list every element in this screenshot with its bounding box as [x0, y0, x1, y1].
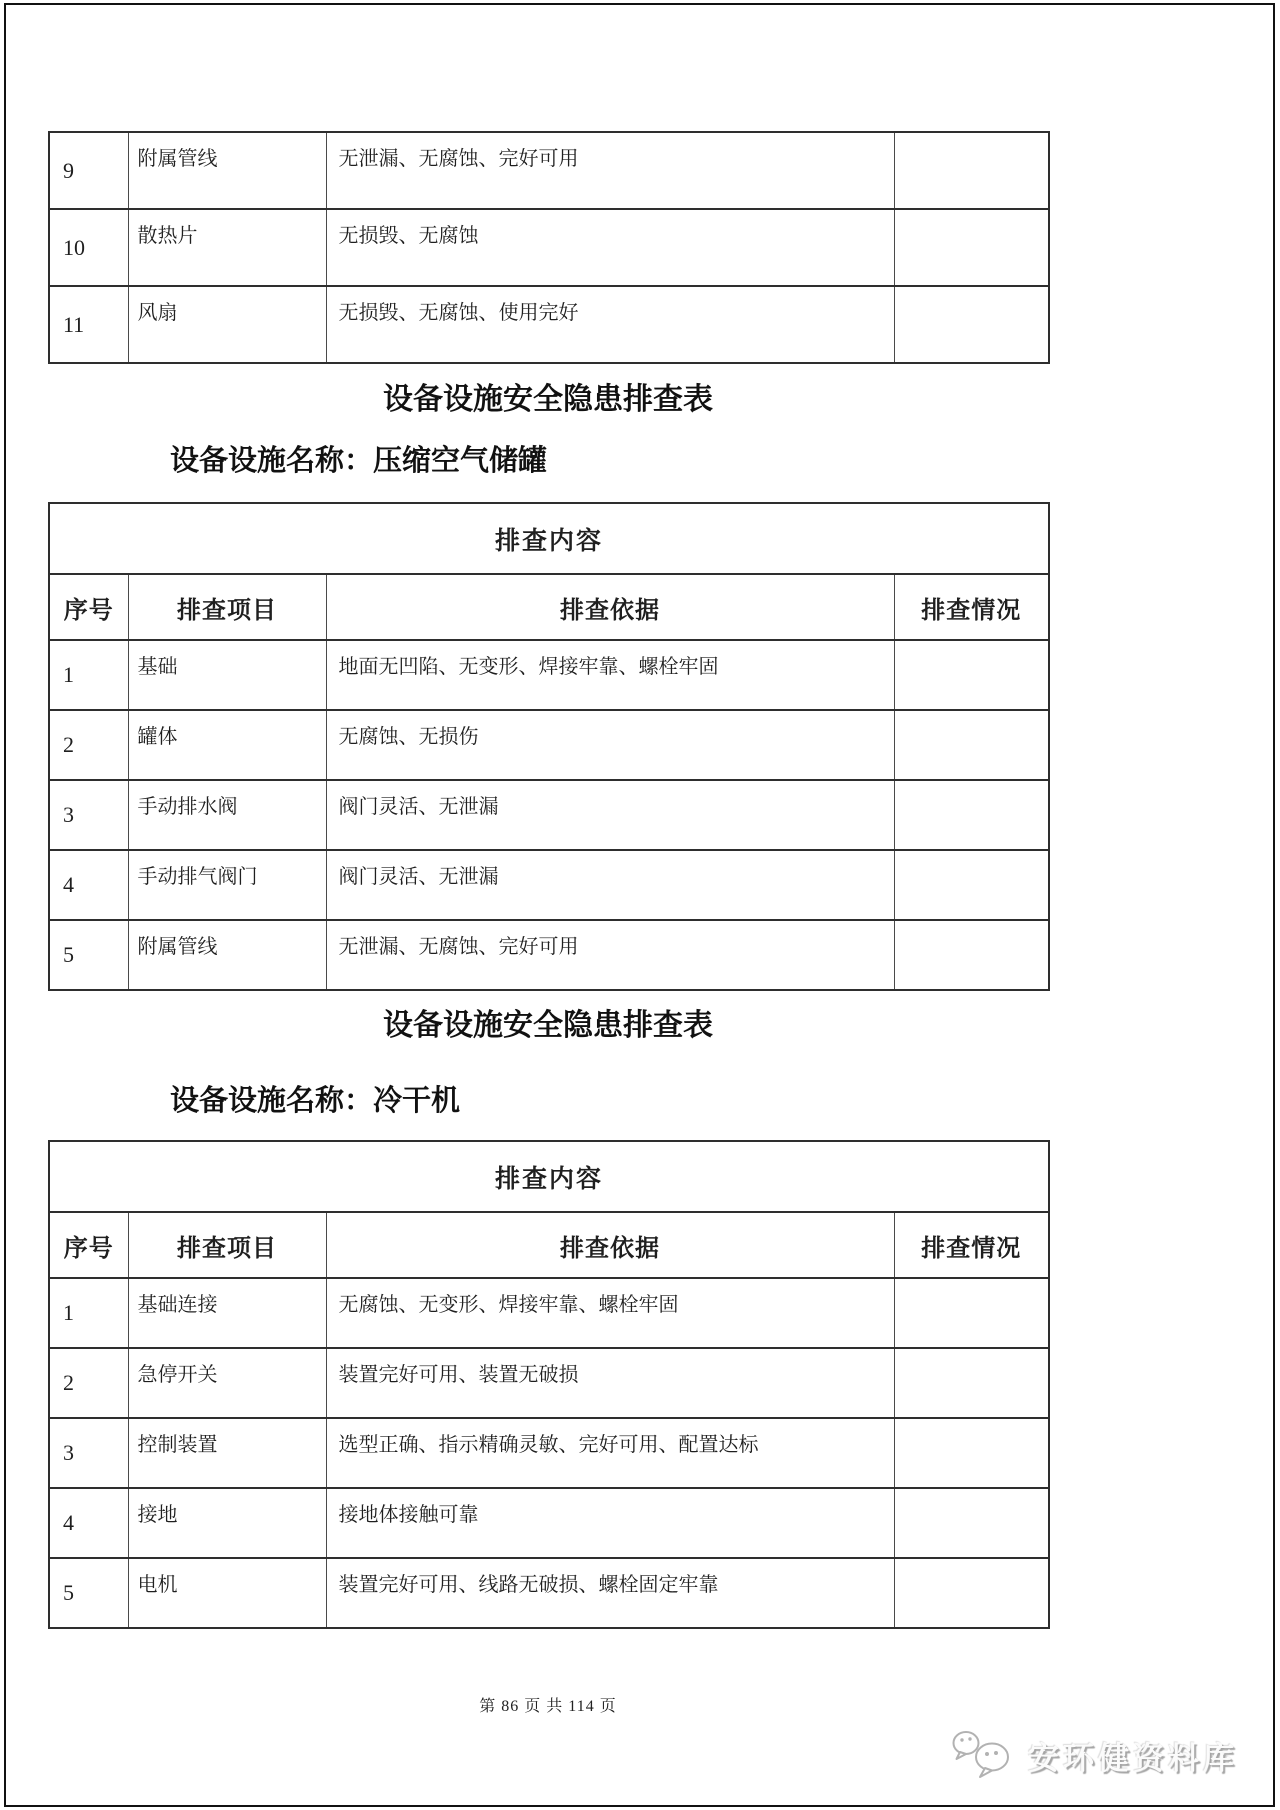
inspection-basis-cell: 无损毁、无腐蚀 — [326, 209, 894, 286]
inspection-status-cell — [894, 640, 1049, 710]
watermark — [950, 1726, 1238, 1784]
inspection-basis-cell: 无泄漏、无腐蚀、完好可用 — [326, 132, 894, 209]
inspection-item-cell: 急停开关 — [128, 1348, 326, 1418]
column-header-item: 排查项目 — [128, 1212, 326, 1278]
continuation-table — [48, 131, 1050, 364]
row-number-cell: 3 — [49, 1418, 128, 1488]
table-row — [49, 850, 1049, 920]
inspection-item-cell: 手动排水阀 — [128, 780, 326, 850]
row-number-cell: 5 — [49, 1558, 128, 1628]
table-row — [49, 780, 1049, 850]
inspection-table-air-tank — [48, 502, 1050, 991]
inspection-item-cell: 接地 — [128, 1488, 326, 1558]
row-number-cell: 1 — [49, 1278, 128, 1348]
inspection-status-cell — [894, 850, 1049, 920]
inspection-basis-cell: 阀门灵活、无泄漏 — [326, 780, 894, 850]
table-row — [49, 1418, 1049, 1488]
inspection-basis-cell: 阀门灵活、无泄漏 — [326, 850, 894, 920]
inspection-item-cell: 控制装置 — [128, 1418, 326, 1488]
column-header-status: 排查情况 — [894, 1212, 1049, 1278]
inspection-basis-cell: 选型正确、指示精确灵敏、完好可用、配置达标 — [326, 1418, 894, 1488]
inspection-table-dryer — [48, 1140, 1050, 1629]
equipment-name-subtitle: 设备设施名称：冷干机 — [170, 1085, 461, 1117]
table-header-row — [49, 1141, 1049, 1212]
inspection-basis-cell: 无腐蚀、无变形、焊接牢靠、螺栓牢固 — [326, 1278, 894, 1348]
inspection-item-cell: 风扇 — [128, 286, 326, 363]
column-header-status: 排查情况 — [894, 574, 1049, 640]
inspection-basis-cell: 装置完好可用、装置无破损 — [326, 1348, 894, 1418]
inspection-basis-cell: 无泄漏、无腐蚀、完好可用 — [326, 920, 894, 990]
row-number-cell: 10 — [49, 209, 128, 286]
inspection-status-cell — [894, 132, 1049, 209]
inspection-item-cell: 附属管线 — [128, 920, 326, 990]
inspection-basis-cell: 无腐蚀、无损伤 — [326, 710, 894, 780]
inspection-basis-cell: 无损毁、无腐蚀、使用完好 — [326, 286, 894, 363]
inspection-status-cell — [894, 920, 1049, 990]
row-number-cell: 3 — [49, 780, 128, 850]
watermark-label: 安环健资料库 — [1028, 1740, 1238, 1776]
column-header-no: 序号 — [49, 574, 128, 640]
section-title: 设备设施安全隐患排查表 — [383, 1009, 713, 1042]
row-number-cell: 2 — [49, 1348, 128, 1418]
table-row — [49, 286, 1049, 363]
column-header-basis: 排查依据 — [326, 1212, 894, 1278]
inspection-item-cell: 手动排气阀门 — [128, 850, 326, 920]
column-header-row — [49, 574, 1049, 640]
row-number-cell: 4 — [49, 850, 128, 920]
inspection-item-cell: 基础 — [128, 640, 326, 710]
inspection-status-cell — [894, 1418, 1049, 1488]
table-row — [49, 1348, 1049, 1418]
inspection-basis-cell: 装置完好可用、线路无破损、螺栓固定牢靠 — [326, 1558, 894, 1628]
table-header-row — [49, 503, 1049, 574]
column-header-row — [49, 1212, 1049, 1278]
table-row — [49, 132, 1049, 209]
table-row — [49, 710, 1049, 780]
inspection-item-cell: 附属管线 — [128, 132, 326, 209]
inspection-item-cell: 电机 — [128, 1558, 326, 1628]
table-row — [49, 920, 1049, 990]
inspection-item-cell: 基础连接 — [128, 1278, 326, 1348]
chat-bubbles-logo-icon — [950, 1726, 1020, 1784]
inspection-status-cell — [894, 286, 1049, 363]
inspection-status-cell — [894, 1558, 1049, 1628]
inspection-status-cell — [894, 780, 1049, 850]
column-header-no: 序号 — [49, 1212, 128, 1278]
inspection-status-cell — [894, 1278, 1049, 1348]
column-header-item: 排查项目 — [128, 574, 326, 640]
inspection-status-cell — [894, 1488, 1049, 1558]
row-number-cell: 2 — [49, 710, 128, 780]
table-row — [49, 209, 1049, 286]
row-number-cell: 4 — [49, 1488, 128, 1558]
inspection-status-cell — [894, 209, 1049, 286]
row-number-cell: 11 — [49, 286, 128, 363]
row-number-cell: 9 — [49, 132, 128, 209]
page-number-footer: 第 86 页 共 114 页 — [479, 1698, 617, 1715]
inspection-item-cell: 散热片 — [128, 209, 326, 286]
inspection-item-cell: 罐体 — [128, 710, 326, 780]
inspection-status-cell — [894, 710, 1049, 780]
inspection-basis-cell: 接地体接触可靠 — [326, 1488, 894, 1558]
table-row — [49, 640, 1049, 710]
inspection-basis-cell: 地面无凹陷、无变形、焊接牢靠、螺栓牢固 — [326, 640, 894, 710]
section-title: 设备设施安全隐患排查表 — [383, 383, 713, 416]
row-number-cell: 1 — [49, 640, 128, 710]
row-number-cell: 5 — [49, 920, 128, 990]
table-header-label: 排查内容 — [49, 503, 1049, 574]
column-header-basis: 排查依据 — [326, 574, 894, 640]
table-row — [49, 1558, 1049, 1628]
equipment-name-subtitle: 设备设施名称：压缩空气储罐 — [170, 445, 548, 477]
inspection-status-cell — [894, 1348, 1049, 1418]
table-row — [49, 1488, 1049, 1558]
table-row — [49, 1278, 1049, 1348]
table-header-label: 排查内容 — [49, 1141, 1049, 1212]
